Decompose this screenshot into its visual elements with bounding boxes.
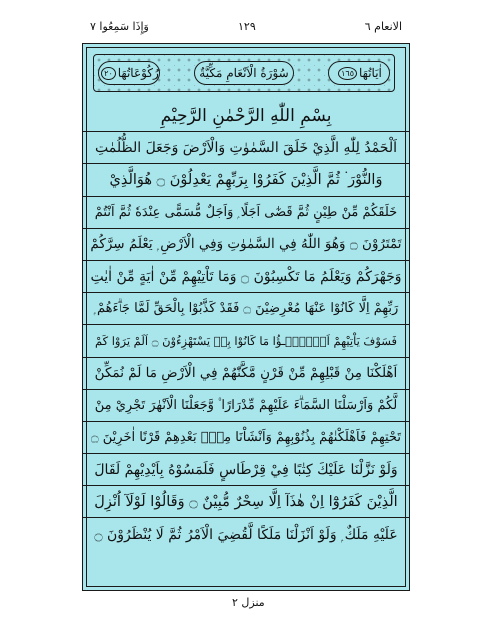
ayaat-cartouche <box>328 61 390 85</box>
text-line <box>83 518 409 550</box>
line-text: رَبِّهِمْ اِلَّا كَانُوْا عَنْهَا مُعْرِضِيْنَ ۝ فَقَدْ كَذَّبُوْا بِالْحَقِّ لَمَّا جَاۗءَهُمْ ۭ <box>93 301 399 317</box>
line-text: الَّذِيْنَ كَفَرُوْٓا اِنْ هٰذَآ اِلَّا سِحْرٌ مُّبِيْنٌ ۝ وَقَالُوْا لَوْلَآ اُنْزِلَ <box>94 493 398 510</box>
text-line <box>83 100 409 132</box>
quran-page-frame <box>82 43 410 591</box>
line-text: خَلَقَكُمْ مِّنْ طِيْنٍ ثُمَّ قَضٰٓى اَجَلًا ۭ وَاَجَلٌ مُّسَمًّى عِنْدَهٗ ثُمَّ اَنْتُمْ <box>94 204 398 220</box>
line-text: وَجَهْرَكُمْ وَيَعْلَمُ مَا تَكْسِبُوْنَ ۝ وَمَا تَاْتِيْهِمْ مِّنْ اٰيَةٍ مِّنْ اٰيٰتِ <box>90 268 402 285</box>
text-line <box>83 164 409 196</box>
text-line <box>83 261 409 293</box>
ruku-count: ٢٠ <box>101 67 116 80</box>
line-text: لَّكُمْ وَاَرْسَلْنَا السَّمَاۗءَ عَلَيْهِمْ مِّدْرَارًا ۠ وَّجَعَلْنَا الْاَنْهٰرَ تَجْرِيْ مِنْ <box>94 397 398 413</box>
text-lines <box>83 100 409 551</box>
text-line <box>83 486 409 518</box>
text-line <box>83 229 409 261</box>
text-line <box>83 422 409 454</box>
text-line <box>83 358 409 390</box>
text-line <box>83 197 409 229</box>
page-number: ١٢٩ <box>238 20 256 33</box>
ruku-cartouche <box>98 61 160 85</box>
line-text: وَالنُّوْرَ ۬ ثُمَّ الَّذِيْنَ كَفَرُوْا بِرَبِّهِمْ يَعْدِلُوْنَ ۝ هُوَالَّذِيْ <box>109 171 383 188</box>
ayaat-label: اٰيَاتُهَا <box>359 66 382 80</box>
header-surah-name: الانعام ٦ <box>364 20 402 33</box>
line-text: فَسَوْفَ يَاْتِيْهِمْ اَنْۢبٰۗـؤُا مَا كَانُوْا بِهٖ يَسْتَهْزِءُوْنَ ۝ اَلَمْ يَرَوْا كَمْ <box>94 333 398 348</box>
ruku-label: رُكُوْعَاتُهَا <box>117 66 159 80</box>
basmala: بِسْمِ اللّٰهِ الرَّحْمٰنِ الرَّحِيْمِ <box>160 105 332 126</box>
line-text: تَحْتِهِمْ فَاَهْلَكْنٰهُمْ بِذُنُوْبِهِمْ وَاَنْشَاْنَا مِنْۢ بَعْدِهِمْ قَرْنًا اٰخَرِيْنَ ۝ <box>91 429 401 445</box>
text-line <box>83 325 409 357</box>
manzil-marker: منزل ٢ <box>232 596 265 609</box>
line-text: تَمْتَرُوْنَ ۝ وَهُوَ اللّٰهُ فِي السَّمٰوٰتِ وَفِي الْاَرْضِ ۭ يَعْلَمُ سِرَّكُمْ <box>90 236 402 253</box>
line-text: اَلْحَمْدُ لِلّٰهِ الَّذِيْ خَلَقَ السَّمٰوٰتِ وَالْاَرْضَ وَجَعَلَ الظُّلُمٰتِ <box>95 139 397 156</box>
surah-title-cartouche <box>194 61 294 85</box>
page-header <box>0 0 496 44</box>
surah-title: سُوْرَةُ الْاَنْعَامِ مَكِّيَّةٌ <box>199 66 289 80</box>
line-text: اَهْلَكْنَا مِنْ قَبْلِهِمْ مِّنْ قَرْنٍ مَّكَّنّٰهُمْ فِي الْاَرْضِ مَا لَمْ نُمَكِّنْ <box>94 365 398 382</box>
line-text: وَلَوْ نَزَّلْنَا عَلَيْكَ كِتٰبًا فِيْ قِرْطَاسٍ فَلَمَسُوْهُ بِاَيْدِيْهِمْ لَقَالَ <box>94 461 398 478</box>
header-juz-name: وَإِذَا سَمِعُوا ٧ <box>90 20 149 33</box>
text-line <box>83 454 409 486</box>
page-footer <box>0 592 496 630</box>
line-text: عَلَيْهِ مَلَكٌ ۭ وَلَوْ اَنْزَلْنَا مَلَكًا لَّقُضِيَ الْاَمْرُ ثُمَّ لَا يُنْظَرُوْنَ ۝ <box>94 526 398 543</box>
text-line <box>83 293 409 325</box>
ayaat-count: ١٦٥ <box>338 67 357 80</box>
text-line <box>83 132 409 164</box>
surah-banner <box>93 54 395 92</box>
text-line <box>83 390 409 422</box>
